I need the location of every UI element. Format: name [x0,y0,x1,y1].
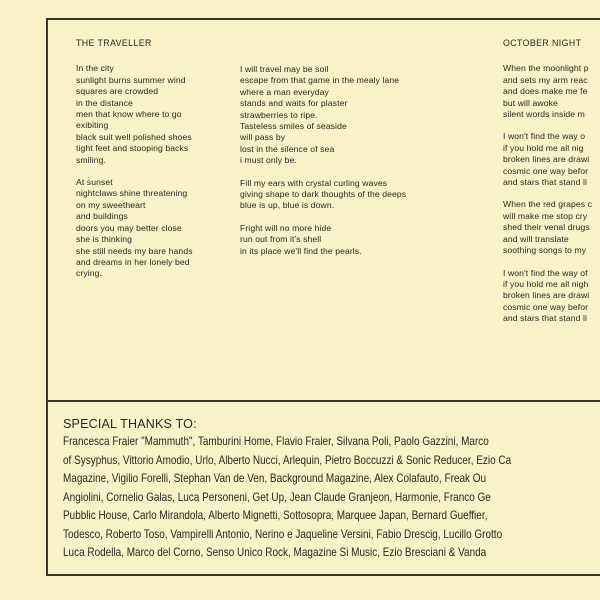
poem-line: I won't find the way o [503,131,586,142]
poem-line: and sets my arm reac [503,74,588,85]
poem-line: When the moonlight p [503,63,589,74]
poem-line: I won't find the way of [503,267,588,278]
thanks-line: Pubblic House, Carlo Mirandola, Alberto Mignetti, Sottosopra, Marquee Japan, Bernard Gueffier, [63,509,488,522]
poem-line: strawberries to ripe. [240,109,318,120]
poem-line: nightclaws shine threatening [76,188,188,199]
poem-line: giving shape to dark thoughts of the deeps [240,189,407,200]
thanks-line: Francesca Fraier "Mammuth", Tamburini Home, Flavio Fraier, Silvana Poli, Paolo Gazzini, Marco [63,435,489,448]
thanks-line: Magazine, Vigilio Forelli, Stephan Van de Ven, Background Magazine, Alex Colafauto, Freak Ou [63,472,487,485]
poem-line: if you hold me all nigh [503,278,589,289]
thanks-line: Luca Rodella, Marco del Corno, Senso Unico Rock, Magazine Si Music, Ezio Bresciani & Vanda [63,546,487,559]
thanks-line: Angiolini, Cornelio Galas, Luca Personeni, Get Up, Jean Claude Granjeon, Harmonie, Franco Ge [63,490,491,504]
poem-line: Fill my ears with crystal curling waves [240,177,388,188]
poem-line: lost in the silence of sea [240,143,335,154]
thanks-list [63,433,545,563]
poem-line: she still needs my bare hands [76,245,193,256]
poem-line: if you hold me all nig [503,142,584,153]
poem-line: where a man everyday [240,86,329,97]
poem-line: in its place we'll find the pearls. [240,245,362,256]
poem-october-night-column [503,38,592,325]
poem-line: but will awoke [503,97,558,108]
thanks-line: Todesco, Roberto Toso, Vampirelli Antonio, Nerino e Jaqueline Versini, Fabio Drescig, Lucillo Grotto [63,527,503,541]
poem-body [76,63,193,279]
poem-line: soothing songs to my [503,245,587,256]
stanza-gap [503,188,592,199]
poem-line: silent words inside m [503,109,585,120]
poem-body [240,64,406,257]
poem-line: I will travel may be soil [240,64,329,74]
poem-line: Tasteless smiles of seaside [240,121,347,132]
poem-line: will pass by [240,132,286,143]
poem-line: run out from it's shell [240,234,322,245]
poem-line: and dreams in her lonely bed [76,256,190,267]
stanza-gap [240,167,406,178]
poem-line: In the city [76,63,114,74]
poem-line: exibiting [76,120,109,131]
poem-line: black suit well polished shoes [76,131,192,142]
poem-line: she is thinking [76,234,132,245]
stanza-gap [503,120,592,131]
stanza-gap [503,257,592,268]
poem-line: shed their venal drugs [503,222,590,233]
poem-title: THE TRAVELLER [76,38,152,48]
thanks-heading: SPECIAL THANKS TO: [63,417,197,431]
poem-line: tight feet and stooping backs [76,143,189,154]
poem-line: escape from that game in the mealy lane [240,75,400,86]
poem-line: sunlight burns summer wind [76,74,186,85]
poem-line: and does make me fe [503,86,588,97]
poem-line: broken lines are drawi [503,154,590,165]
stanza-gap [240,212,406,223]
poem-line: squares are crowded [76,86,159,97]
poem-line: broken lines are drawi [503,290,590,301]
thanks-line: of Sysyphus, Vittorio Amodio, Urlo, Alberto Nucci, Arlequin, Pietro Boccuzzi & Sonic Reducer, Ezio Ca [63,453,512,467]
poem-line: blue is up, blue is down. [240,200,335,211]
poem-traveller-continued-column [240,64,406,257]
poem-line: and will translate [503,233,569,244]
poem-line: and stars that stand li [503,177,587,188]
poem-line: doors you may better close [76,222,182,233]
poem-line: i must only be. [240,155,297,166]
poem-line: At sunset [76,177,113,188]
poem-line: and buildings [76,211,128,222]
poem-line: and stars that stand li [503,313,587,324]
poem-line: in the distance [76,97,133,108]
poem-title: OCTOBER NIGHT [503,38,582,48]
poem-traveller-column [76,38,193,280]
poem-line: Fright will no more hide [240,222,332,233]
poem-line: men that know where to go [76,109,182,120]
poem-line: smiling. [76,154,106,165]
poem-line: on my sweetheart [76,199,146,210]
poem-line: When the red grapes c [503,199,593,210]
poem-body [503,63,592,324]
poem-line: crying. [76,268,103,279]
stanza-gap [76,166,193,177]
poem-line: stands and waits for plaster [240,98,348,109]
poem-line: cosmic one way befor [503,301,589,312]
poem-line: cosmic one way befor [503,165,589,176]
poem-line: will make me stop cry [503,210,588,221]
